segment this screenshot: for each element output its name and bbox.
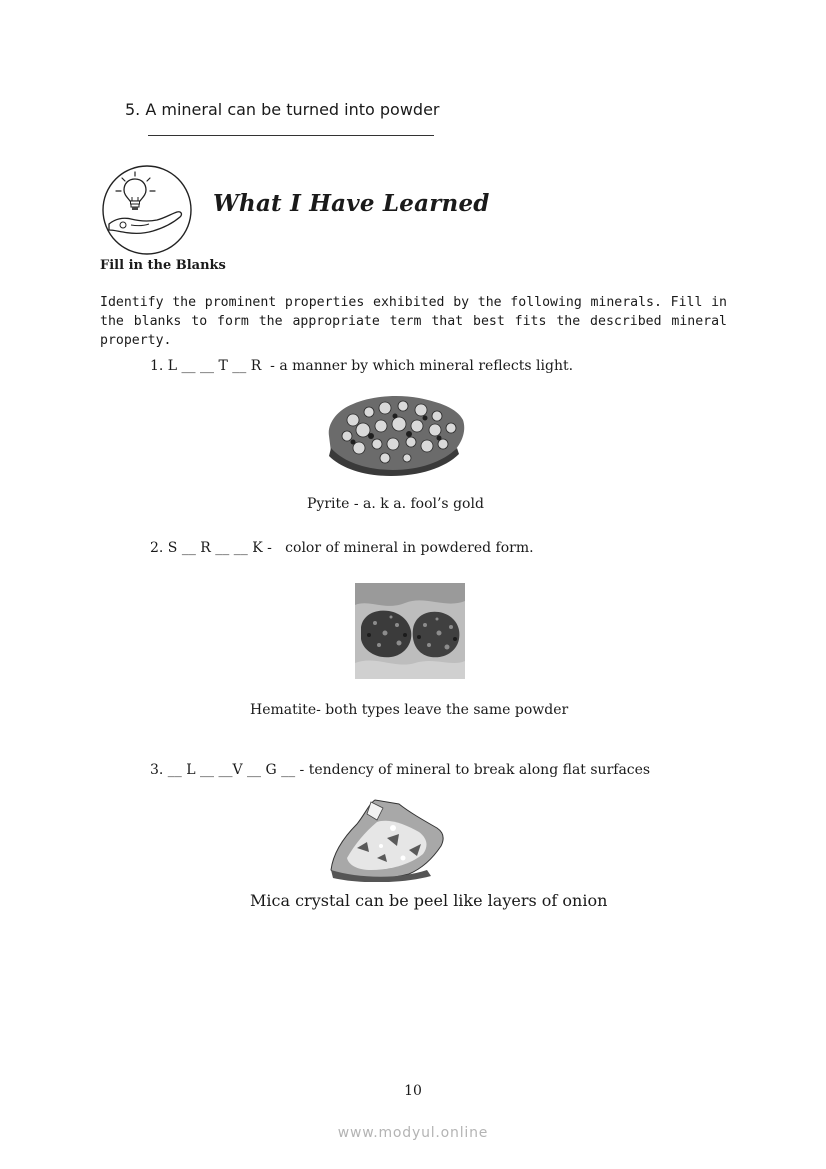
item-1-caption xyxy=(0,480,826,512)
item-3-caption: Mica crystal can be peel like layers of onion xyxy=(250,891,608,910)
pyrite-photo xyxy=(323,390,467,478)
item-2-caption: Hematite- both types leave the same powder xyxy=(250,702,569,718)
activity-instructions: Identify the prominent properties exhibited by the following minerals. Fill in the blanks to form the appropriate term that best fits the described mineral property. xyxy=(100,295,727,348)
item-2-prompt: 2. S __ R __ __ K - color of mineral in powdered form. xyxy=(150,540,534,556)
item-1-caption-text: Pyrite - a. k a. fool’s gold xyxy=(307,496,484,512)
page-number: 10 xyxy=(404,1083,422,1099)
hematite-photo xyxy=(355,583,465,679)
item-3-prompt: 3. __ L __ __V __ G __ - tendency of mineral to break along flat surfaces xyxy=(150,762,651,778)
question-5-text: 5. A mineral can be turned into powder xyxy=(125,100,440,119)
answer-blank-line xyxy=(148,135,434,136)
section-title: What I Have Learned xyxy=(213,190,490,217)
lightbulb-in-hand-icon xyxy=(101,164,193,256)
watermark: www.modyul.online xyxy=(337,1125,489,1141)
mica-photo xyxy=(327,798,445,882)
activity-heading: Fill in the Blanks xyxy=(100,258,226,273)
item-1-prompt: 1. L __ __ T __ R - a manner by which mineral reflects light. xyxy=(150,358,574,374)
